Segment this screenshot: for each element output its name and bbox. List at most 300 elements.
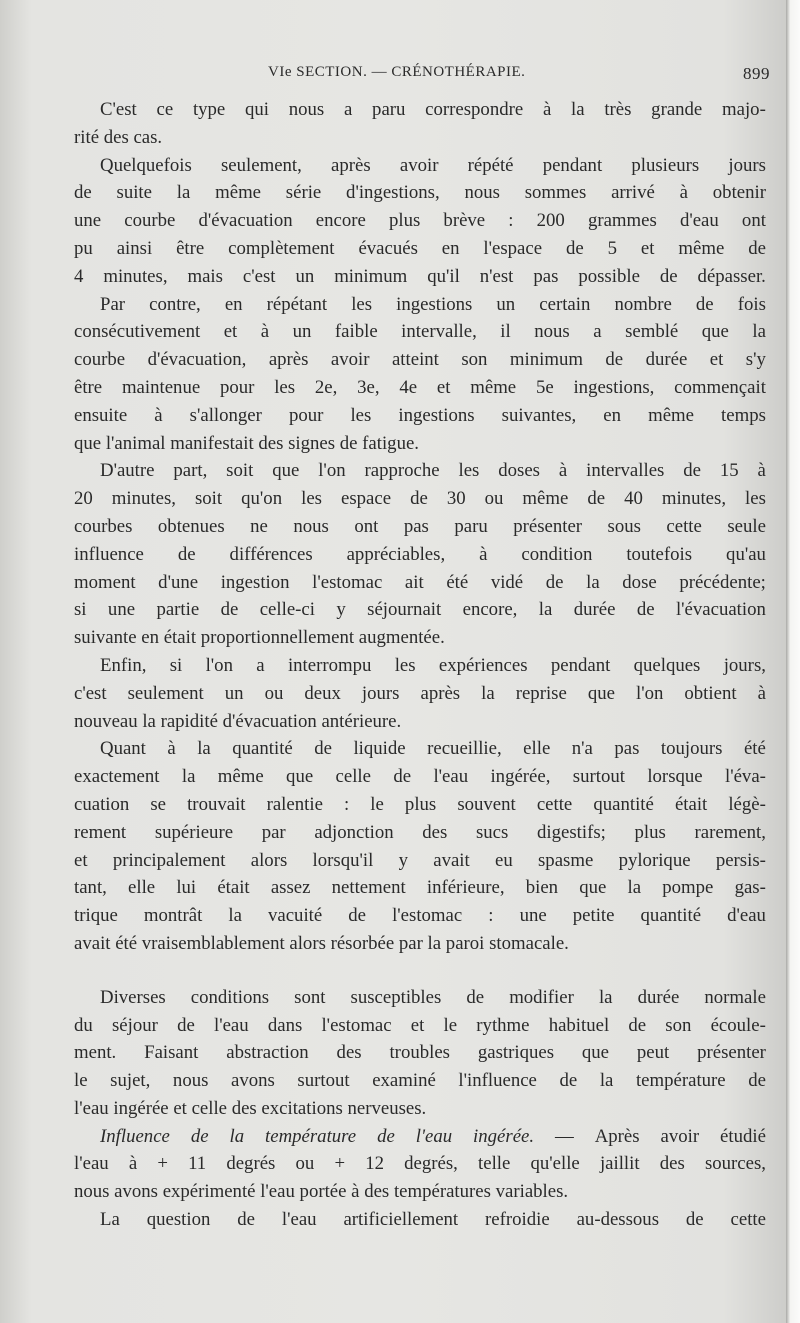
word: était xyxy=(674,793,708,815)
word: sous xyxy=(607,515,641,537)
word: de xyxy=(74,182,92,204)
word: la xyxy=(181,766,196,788)
word: la xyxy=(599,1070,614,1092)
line-text xyxy=(100,735,766,763)
word: des xyxy=(659,1153,685,1175)
word: pendant xyxy=(550,654,611,676)
word: recueillie, xyxy=(427,738,502,760)
word: sont xyxy=(294,986,326,1008)
running-title: VIe SECTION. — CRÉNOTHÉRAPIE. xyxy=(268,64,526,80)
word: quantité xyxy=(593,793,654,815)
word: ainsi xyxy=(116,237,153,259)
word: eu xyxy=(495,849,513,871)
text-line xyxy=(74,1178,766,1206)
word: plus xyxy=(388,210,421,232)
word: obtient xyxy=(684,682,737,704)
text-line xyxy=(74,735,766,763)
word: telle xyxy=(478,1153,511,1175)
word: brève xyxy=(443,210,486,232)
word: série xyxy=(285,182,322,204)
word: lorsqu'il xyxy=(312,849,374,871)
word: lui xyxy=(176,877,197,899)
word: ment. xyxy=(74,1042,117,1064)
word: 20 xyxy=(74,488,93,510)
word: de xyxy=(177,1014,195,1036)
text-line xyxy=(74,1123,766,1151)
word: gastriques xyxy=(477,1042,555,1064)
text-line xyxy=(74,708,766,736)
word: intervalle, xyxy=(401,321,477,343)
text-line xyxy=(74,791,766,819)
word: l'on xyxy=(318,460,346,482)
line-text xyxy=(74,847,766,875)
word: correspondre xyxy=(425,99,524,120)
word: nous xyxy=(534,321,570,343)
word: de xyxy=(636,599,655,621)
word: à xyxy=(128,1153,138,1175)
word: examiné xyxy=(372,1070,436,1092)
word: gas- xyxy=(734,877,766,899)
text-line xyxy=(74,984,766,1012)
word: la xyxy=(571,99,585,120)
word: de xyxy=(348,905,367,927)
word: seulement, xyxy=(221,154,302,176)
word: ingestion xyxy=(220,571,290,593)
word: dose xyxy=(622,571,657,593)
word: la xyxy=(538,599,553,621)
word: encore, xyxy=(462,599,518,621)
word: temps xyxy=(721,404,766,426)
text-line xyxy=(74,847,766,875)
word: 4e xyxy=(399,376,418,398)
word: la xyxy=(627,877,642,899)
word: et xyxy=(410,1014,425,1036)
word: d'évacuation, xyxy=(147,349,247,371)
word: de xyxy=(190,1125,209,1147)
line-text xyxy=(74,513,766,541)
word: l'on xyxy=(205,654,233,676)
word: surtout xyxy=(572,766,625,788)
word: de xyxy=(545,571,564,593)
word: le xyxy=(74,1070,88,1092)
word: Enfin, xyxy=(100,654,147,676)
line-text xyxy=(100,152,766,180)
word: 5e xyxy=(535,376,554,398)
word: ce xyxy=(156,99,174,120)
text-line xyxy=(74,874,766,902)
word: toutefois xyxy=(626,543,693,565)
text-line xyxy=(74,541,766,569)
word: nous xyxy=(293,515,329,537)
word: troubles xyxy=(389,1042,450,1064)
word: part, xyxy=(173,460,208,482)
word: expériences xyxy=(438,654,528,676)
word: exactement xyxy=(74,766,160,788)
word: + xyxy=(334,1153,346,1175)
word: Diverses xyxy=(100,986,166,1008)
word: l'évacuation xyxy=(675,599,766,621)
line-text xyxy=(74,263,766,291)
word: de xyxy=(220,599,239,621)
word: l'éva- xyxy=(724,766,766,788)
text-line xyxy=(74,457,766,485)
word: l'estomac xyxy=(312,571,383,593)
word: sucs xyxy=(475,821,509,843)
word: surtout xyxy=(297,1070,350,1092)
word: les xyxy=(458,460,480,482)
word: son xyxy=(665,1014,692,1036)
word: après xyxy=(268,349,309,371)
word: nous xyxy=(464,182,500,204)
word: cette xyxy=(666,515,702,537)
word: courbes xyxy=(74,515,133,537)
text-line xyxy=(74,485,766,513)
line-text xyxy=(100,984,766,1012)
word: ne xyxy=(250,515,268,537)
word: pendant xyxy=(542,154,603,176)
word: consécutivement xyxy=(74,321,201,343)
word: durée xyxy=(637,986,680,1008)
word: avons xyxy=(231,1070,275,1092)
word: même xyxy=(470,376,517,398)
word: normale xyxy=(704,986,766,1008)
word: influence xyxy=(74,543,144,565)
word: à xyxy=(542,99,552,120)
word: de xyxy=(237,1209,255,1231)
word: suite xyxy=(116,182,152,204)
word: lorsque xyxy=(647,766,703,788)
text-line xyxy=(74,263,766,291)
word: Quant xyxy=(100,738,146,760)
line-text xyxy=(74,207,766,235)
word: son xyxy=(461,349,488,371)
word: elle xyxy=(128,877,156,899)
word: D'autre xyxy=(100,460,155,482)
word: celle xyxy=(335,766,371,788)
word: intervalles xyxy=(586,460,665,482)
word: de xyxy=(683,460,701,482)
word: des xyxy=(422,821,448,843)
word: conditions xyxy=(190,986,270,1008)
word: moment xyxy=(74,571,136,593)
word: artificiellement xyxy=(343,1209,459,1231)
line-text xyxy=(74,1039,766,1067)
word: trouvait xyxy=(187,793,246,815)
word: durée xyxy=(645,349,688,371)
word: et xyxy=(436,376,451,398)
word: minimum xyxy=(509,349,583,371)
word: à xyxy=(167,738,176,760)
line-text xyxy=(74,179,766,207)
word: adjonction xyxy=(314,821,394,843)
word: au-dessous xyxy=(576,1209,660,1231)
word: la xyxy=(228,905,242,927)
word: de xyxy=(628,1014,647,1036)
word: de xyxy=(559,1070,578,1092)
word: paru xyxy=(372,99,406,120)
word: a xyxy=(593,321,602,343)
text-line xyxy=(74,680,766,708)
word: et xyxy=(223,321,238,343)
word: que xyxy=(272,460,300,482)
word: degrés, xyxy=(404,1153,458,1175)
word: cuation xyxy=(74,793,130,815)
word: ingestions xyxy=(398,404,475,426)
word: celle-ci xyxy=(259,599,315,621)
word: ou xyxy=(264,682,284,704)
section-gap xyxy=(74,958,766,984)
word: quantité xyxy=(232,738,293,760)
word: ingestions, xyxy=(573,376,655,398)
word: présenter xyxy=(697,1042,766,1064)
word: à xyxy=(679,182,688,204)
word: s'y xyxy=(745,349,766,371)
word: l'eau xyxy=(415,1125,453,1147)
word: de xyxy=(605,349,624,371)
text-line xyxy=(74,1095,766,1123)
word: rapproche xyxy=(364,460,440,482)
word: obtenues xyxy=(157,515,225,537)
line-text xyxy=(74,902,766,930)
word: minimum xyxy=(334,265,408,287)
word: nombre xyxy=(614,293,672,315)
body-text xyxy=(74,96,766,1234)
word: liquide xyxy=(353,738,406,760)
word: 3e, xyxy=(357,376,380,398)
word: évacués xyxy=(358,237,418,259)
word: température xyxy=(635,1070,726,1092)
word: écoule- xyxy=(710,1014,766,1036)
word: pour xyxy=(288,404,324,426)
word: qui xyxy=(245,99,270,120)
word: obtenir xyxy=(712,182,766,204)
word: la xyxy=(481,682,495,704)
word: de xyxy=(565,237,584,259)
word: l'estomac xyxy=(392,905,463,927)
word: 30 xyxy=(446,488,466,510)
text-line xyxy=(74,596,766,624)
line-text xyxy=(74,763,766,791)
word: — xyxy=(555,1125,574,1147)
word: avoir xyxy=(399,154,439,176)
word: ingérée, xyxy=(490,766,551,788)
word: rement xyxy=(74,821,127,843)
word: les xyxy=(350,404,372,426)
word: de xyxy=(659,265,678,287)
word: modifier xyxy=(509,986,574,1008)
word: ingérée. xyxy=(473,1125,535,1147)
line-text: nouveau la rapidité d'évacuation antérieure. xyxy=(74,710,402,732)
line-text xyxy=(100,96,766,124)
word: deux xyxy=(304,682,341,704)
text-line xyxy=(74,1150,766,1178)
word: que xyxy=(701,321,729,343)
word: paru xyxy=(454,515,488,537)
word: qu'elle xyxy=(530,1153,580,1175)
word: cette xyxy=(730,1209,766,1231)
word: ait xyxy=(404,571,424,593)
word: contre, xyxy=(149,293,201,315)
word: l'estomac xyxy=(321,1014,392,1036)
word: été xyxy=(743,738,766,760)
word: même xyxy=(678,237,725,259)
word: ensuite xyxy=(74,404,128,426)
word: dépasser. xyxy=(697,265,766,287)
line-text xyxy=(100,291,766,319)
word: les xyxy=(351,293,373,315)
word: rythme xyxy=(476,1014,530,1036)
word: différences xyxy=(229,543,313,565)
word: grande xyxy=(651,99,703,120)
word: la xyxy=(176,182,191,204)
word: alors xyxy=(250,849,288,871)
text-line xyxy=(74,402,766,430)
word: espace xyxy=(341,488,392,510)
word: l'espace xyxy=(483,237,543,259)
line-text xyxy=(74,819,766,847)
word: que xyxy=(587,682,615,704)
text-line xyxy=(74,207,766,235)
word: peut xyxy=(636,1042,670,1064)
text-line xyxy=(74,152,766,180)
word: pylorique xyxy=(618,849,691,871)
word: quantité xyxy=(640,905,702,927)
word: cette xyxy=(536,793,573,815)
word: trique xyxy=(74,905,118,927)
text-line xyxy=(74,513,766,541)
word: être xyxy=(176,237,205,259)
word: la xyxy=(197,738,211,760)
word: abstraction xyxy=(226,1042,309,1064)
word: petite xyxy=(572,905,615,927)
word: par xyxy=(261,821,286,843)
word: et xyxy=(74,849,88,871)
line-text xyxy=(100,1206,766,1234)
word: l'eau xyxy=(281,1209,317,1231)
word: la xyxy=(752,321,766,343)
word: principalement xyxy=(112,849,226,871)
word: seulement xyxy=(127,682,204,704)
word: pas xyxy=(614,738,640,760)
word: même xyxy=(215,182,262,204)
text-line xyxy=(74,374,766,402)
word: un xyxy=(295,265,315,287)
line-text xyxy=(74,374,766,402)
word: appréciables, xyxy=(346,543,446,565)
word: des xyxy=(336,1042,362,1064)
word: en xyxy=(441,237,460,259)
line-text: suivante en était proportionnellement augmentée. xyxy=(74,627,445,649)
word: le xyxy=(370,793,384,815)
line-text: l'eau ingérée et celle des excitations nerveuses. xyxy=(74,1097,427,1119)
word: sujet, xyxy=(110,1070,151,1092)
word: a xyxy=(343,99,353,120)
word: 4 xyxy=(74,265,84,287)
line-text xyxy=(74,485,766,513)
word: dans xyxy=(267,1014,303,1036)
word: d'une xyxy=(158,571,199,593)
word: digestifs; xyxy=(536,821,606,843)
word: suivantes, xyxy=(501,404,577,426)
word: nous xyxy=(172,1070,209,1092)
word: c'est xyxy=(74,682,107,704)
text-line xyxy=(74,291,766,319)
word: de xyxy=(695,293,714,315)
word: : xyxy=(508,210,514,232)
word: susceptibles xyxy=(350,986,442,1008)
word: degrés xyxy=(226,1153,276,1175)
running-header xyxy=(0,56,786,92)
line-text xyxy=(74,1150,766,1178)
word: de xyxy=(393,766,412,788)
word: même xyxy=(522,488,569,510)
word: n'a xyxy=(571,738,593,760)
word: l'on xyxy=(635,682,664,704)
word: minutes, xyxy=(103,265,168,287)
text-line xyxy=(74,318,766,346)
word: + xyxy=(157,1153,168,1175)
word: ont xyxy=(354,515,379,537)
word: durée xyxy=(573,599,616,621)
word: nettement xyxy=(331,877,406,899)
line-text xyxy=(74,235,766,263)
word: le xyxy=(443,1014,458,1036)
word: sources, xyxy=(704,1153,766,1175)
word: répétant xyxy=(266,293,328,315)
word: du xyxy=(74,1014,93,1036)
word: courbe xyxy=(124,210,176,232)
word: plusieurs xyxy=(631,154,700,176)
word: : xyxy=(343,793,350,815)
word: faible xyxy=(334,321,378,343)
word: la xyxy=(229,1125,245,1147)
word: les xyxy=(274,376,296,398)
line-text xyxy=(74,318,766,346)
word: l'eau xyxy=(74,1153,109,1175)
text-line xyxy=(74,763,766,791)
word: après xyxy=(420,682,461,704)
word: les xyxy=(745,488,766,510)
word: même xyxy=(648,404,694,426)
word: il xyxy=(500,321,511,343)
word: l'eau xyxy=(213,1014,249,1036)
word: les xyxy=(301,488,322,510)
word: C'est xyxy=(100,99,137,120)
word: jours, xyxy=(723,654,766,676)
word: de xyxy=(410,488,428,510)
word: doses xyxy=(498,460,540,482)
word: interrompu xyxy=(287,654,372,676)
text-line xyxy=(74,1206,766,1234)
word: certain xyxy=(539,293,591,315)
word: qu'au xyxy=(726,543,766,565)
word: Quelquefois xyxy=(100,154,192,176)
word: un xyxy=(496,293,516,315)
word: d'eau xyxy=(727,905,766,927)
text-line xyxy=(74,624,766,652)
word: encore xyxy=(315,210,366,232)
text-line xyxy=(74,179,766,207)
word: l'influence xyxy=(458,1070,537,1092)
word: mais xyxy=(187,265,223,287)
line-text: nous avons expérimenté l'eau portée à des températures variables. xyxy=(74,1181,569,1203)
word: vacuité xyxy=(267,905,323,927)
word: d'évacuation xyxy=(198,210,293,232)
word: partie xyxy=(156,599,200,621)
line-text xyxy=(74,596,766,624)
word: 15 xyxy=(719,460,739,482)
word: minutes, xyxy=(111,488,176,510)
